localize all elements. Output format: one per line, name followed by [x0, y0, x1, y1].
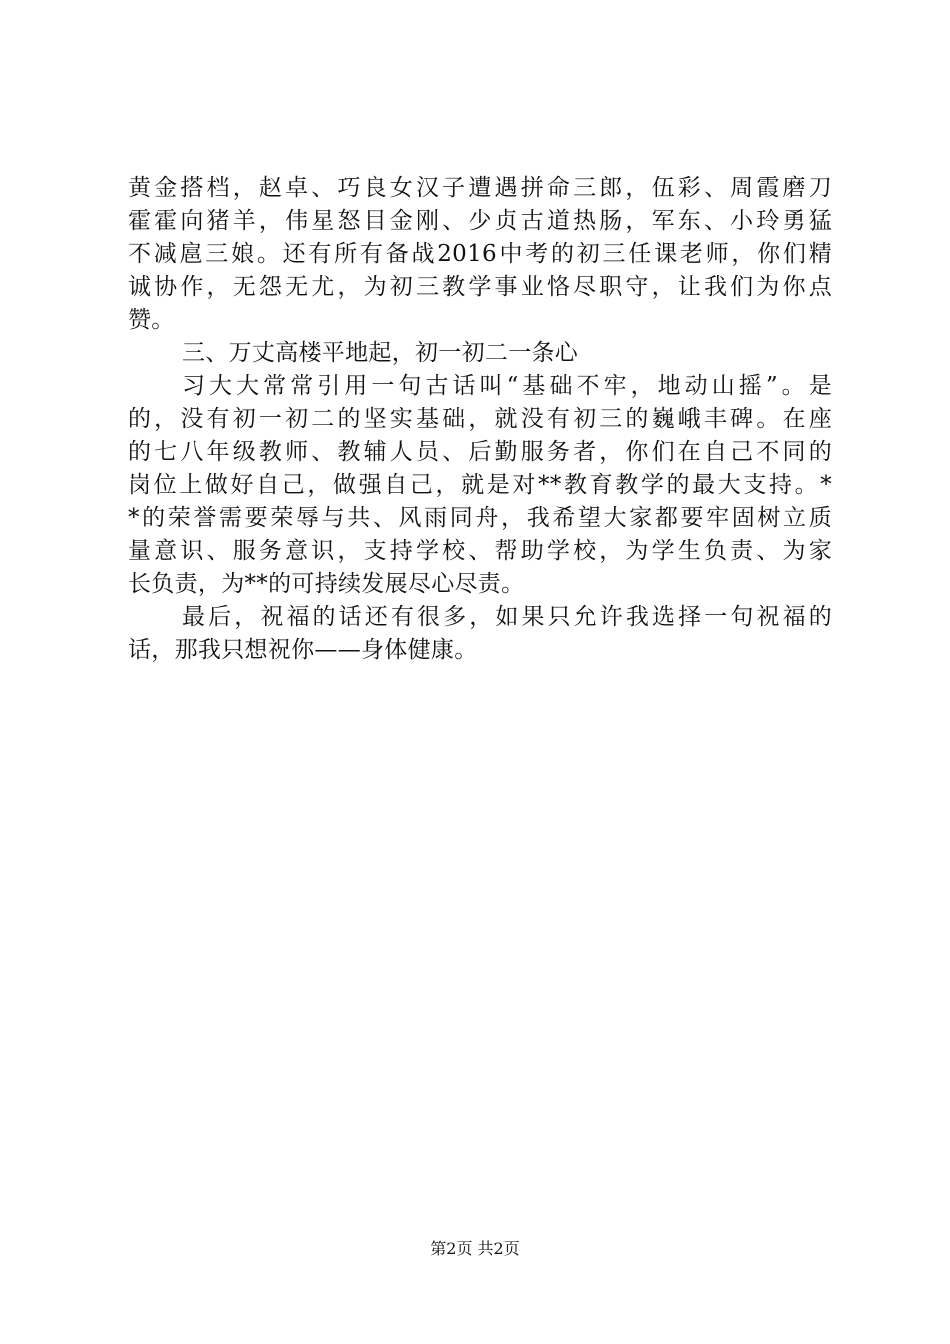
paragraph-line: 不减扈三娘。还有所有备战2016中考的初三任课老师，你们精 — [128, 241, 832, 267]
paragraph-line: 赞。 — [128, 307, 175, 333]
paragraph-line: 霍霍向猪羊，伟星怒目金刚、少贞古道热肠，军东、小玲勇猛 — [128, 208, 832, 234]
paragraph-line: 量意识、服务意识，支持学校、帮助学校，为学生负责、为家 — [128, 538, 832, 564]
paragraph-line: 的，没有初一初二的坚实基础，就没有初三的巍峨丰碑。在座 — [128, 406, 832, 432]
paragraph-line: 的七八年级教师、教辅人员、后勤服务者，你们在自己不同的 — [128, 439, 832, 465]
paragraph-line: 长负责，为**的可持续发展尽心尽责。 — [128, 571, 525, 597]
paragraph-line: 最后，祝福的话还有很多，如果只允许我选择一句祝福的 — [182, 604, 832, 630]
section-heading: 三、万丈高楼平地起，初一初二一条心 — [182, 340, 579, 366]
paragraph-line: 黄金搭档，赵卓、巧良女汉子遭遇拼命三郎，伍彩、周霞磨刀 — [128, 175, 832, 201]
page-number-footer: 第2页 共2页 — [430, 1239, 520, 1258]
paragraph-line: *的荣誉需要荣辱与共、风雨同舟，我希望大家都要牢固树立质 — [128, 505, 832, 531]
paragraph-line: 习大大常常引用一句古话叫“基础不牢，地动山摇”。是 — [182, 373, 832, 399]
paragraph-line: 岗位上做好自己，做强自己，就是对**教育教学的最大支持。* — [128, 472, 832, 498]
document-body — [128, 172, 832, 667]
paragraph-line: 话，那我只想祝你——身体健康。 — [128, 637, 478, 663]
paragraph-line: 诚协作，无怨无尤，为初三教学事业恪尽职守，让我们为你点 — [128, 274, 832, 300]
